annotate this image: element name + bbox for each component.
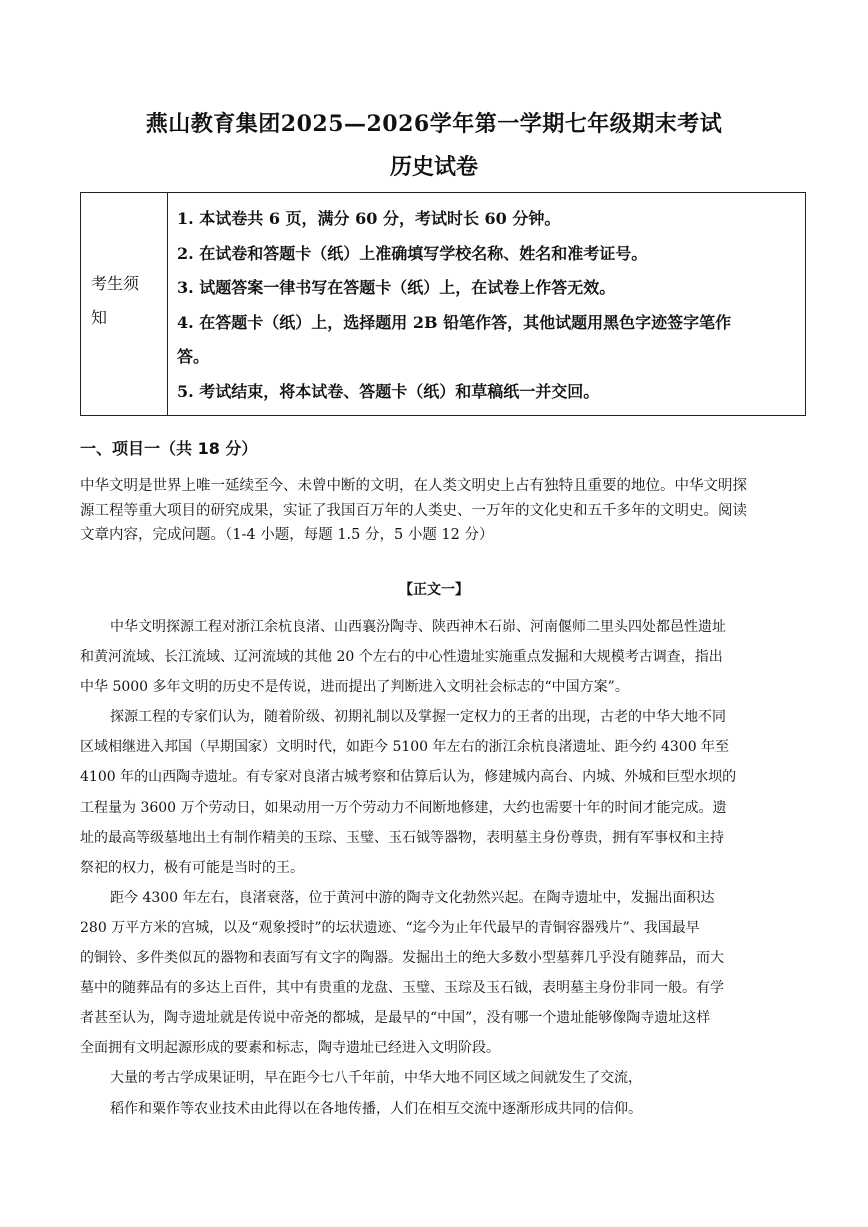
material-line: 址的最高等级墓地出土有制作精美的玉琮、玉璧、玉石钺等器物，表明墓主身份尊贵，拥有军事权和主持 [80, 829, 724, 846]
material-line: 者甚至认为，陶寺遗址就是传说中帝尧的都城，是最早的“中国”，没有哪一个遗址能够像陶寺遗址这样 [80, 1010, 711, 1027]
material-line: 4100 年的山西陶寺遗址。有专家对良渚古城考察和估算后认为，修建城内高台、内城、外城和巨型水坝的 [80, 769, 737, 786]
material-line: 探源工程的专家们认为，随着阶级、初期礼制以及掌握一定权力的王者的出现，古老的中华大地不同 [110, 709, 726, 726]
material-line: 工程量为 3600 万个劳动日，如果动用一万个劳动力不间断地修建，大约也需要十年的时间才能完成。遗 [80, 799, 727, 816]
intro-line: 文章内容，完成问题。（1-4 小题，每题 1.5 分，5 小题 12 分） [80, 527, 494, 543]
notice-item: 答。 [177, 347, 210, 366]
material-title: 【正文一】 [399, 582, 469, 598]
intro-line: 源工程等重大项目的研究成果，实证了我国百万年的人类史、一万年的文化史和五千多年的文明史。阅读 [80, 502, 747, 519]
notice-item: 3. 试题答案一律书写在答题卡（纸）上，在试卷上作答无效。 [177, 278, 616, 297]
material-line: 大量的考古学成果证明，早在距今七八千年前，中华大地不同区域之间就发生了交流， [110, 1070, 642, 1087]
material-line: 和黄河流域、长江流域、辽河流域的其他 20 个左右的中心性遗址实施重点发掘和大规模考古调查，指出 [80, 649, 723, 666]
material-line: 距今 4300 年左右，良渚衰落，位于黄河中游的陶寺文化勃然兴起。在陶寺遗址中，发掘出面积达 [110, 889, 715, 906]
exam-title: 燕山教育集团2025—2026学年第一学期七年级期末考试 [145, 111, 723, 137]
material-line: 墓中的随葬品有的多达上百件，其中有贵重的龙盘、玉璧、玉琮及玉石钺，表明墓主身份非同一般。有学 [80, 980, 724, 997]
notice-items [168, 193, 805, 415]
notice-item: 1. 本试卷共 6 页，满分 60 分，考试时长 60 分钟。 [177, 209, 561, 228]
material-line: 中华文明探源工程对浙江余杭良渚、山西襄汾陶寺、陕西神木石峁、河南偃师二里头四处都邑性遗址 [110, 619, 726, 635]
material-line: 祭祀的权力，极有可能是当时的王。 [80, 859, 304, 876]
notice-item: 2. 在试卷和答题卡（纸）上准确填写学校名称、姓名和准考证号。 [177, 243, 648, 263]
notice-item: 4. 在答题卡（纸）上，选择题用 2B 铅笔作答，其他试题用黑色字迹签字笔作 [177, 312, 732, 332]
material-line: 全面拥有文明起源形成的要素和标志，陶寺遗址已经进入文明阶段。 [80, 1040, 500, 1057]
notice-label [81, 193, 168, 415]
notice-label-line: 考生须 [91, 274, 140, 293]
material-line: 中华 5000 多年文明的历史不是传说，进而提出了判断进入文明社会标志的“中国方案”。 [80, 679, 629, 696]
exam-subtitle: 历史试卷 [389, 154, 478, 180]
candidate-notice-box [80, 192, 806, 416]
material-line: 的铜铃、多件类似瓦的器物和表面写有文字的陶器。发掘出土的绝大多数小型墓葬几乎没有随葬品，而大 [80, 950, 724, 967]
notice-item: 5. 考试结束，将本试卷、答题卡（纸）和草稿纸一并交回。 [177, 381, 600, 401]
material-line: 区域相继进入邦国（早期国家）文明时代，如距今 5100 年左右的浙江余杭良渚遗址、距今约 4300 年至 [80, 739, 730, 756]
material-body [80, 612, 810, 1124]
notice-label-line: 知 [91, 308, 108, 327]
section-intro [80, 474, 806, 548]
section-heading: 一、项目一（共 18 分） [80, 439, 258, 458]
material-line: 稻作和粟作等农业技术由此得以在各地传播，人们在相互交流中逐渐形成共同的信仰。 [110, 1100, 642, 1117]
material-line: 280 万平方米的宫城，以及“观象授时”的坛状遗迹、“迄今为止年代最早的青铜容器残片”、我国最早 [80, 919, 700, 936]
intro-line: 中华文明是世界上唯一延续至今、未曾中断的文明，在人类文明史上占有独特且重要的地位。中华文明探 [80, 478, 747, 494]
